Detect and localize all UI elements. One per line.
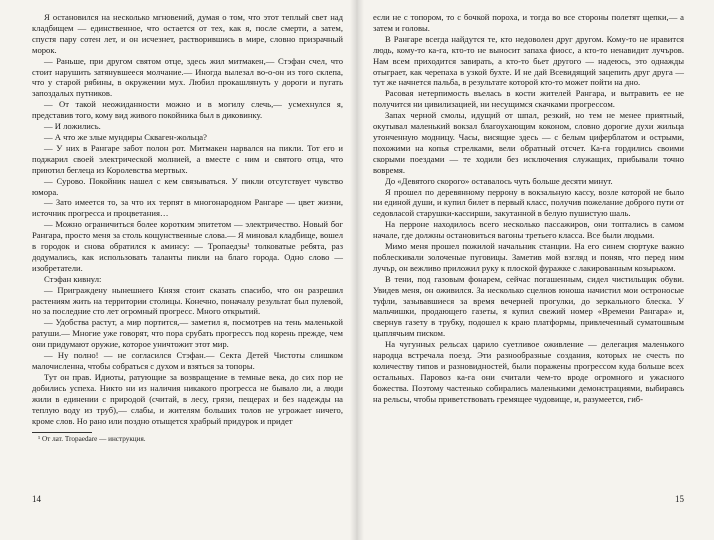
paragraph: До «Девятого скорого» оставалось чуть больше десяти минут.: [385, 175, 613, 186]
paragraph: Мимо меня прошел пожилой начальник станции. На его синем сюртуке важно поблескивали золоченые пуговицы. Заметив мой взгляд и поняв, что перед ним лучър, он вежливо приложил руку к плоской фуражке с лакированным козырьком.: [373, 241, 684, 273]
paragraph: Запах черной смолы, идущий от шпал, резкий, но тем не менее приятный, окутывал маленький вокзал благоухающим коконом, словно дорогие духи жильца утонченную модницу. Часы, висящие здесь — с белым циферблатом и острыми, похожими на копья стрелками, вели обратный отсчет. Ка-га гордились своими скорыми поездами — те ходили без исключения служащих, прибывали точно вовремя.: [373, 110, 684, 175]
paragraph: — У них в Рангаре забот полон рот. Митмакен нарвался на пикли. Тот его и поджарил своей электрической молнией, а вместе с ним и святого отца, что приютил беглеца из Королевства мертвых.: [32, 142, 343, 175]
paragraph: Тут он прав. Идиоты, ратующие за возвращение в темные века, до сих пор не добились успеха. Никто ни из наличия никакого прогресса не бывало ли, а люди жили в единении с природой (считай, в лесу, грязи, пещерах и без надежды на теплую воду из труб),— слабы, и жителям больших толов не угрожает ничего, кроме слов. Но рано или поздно отыщется храбрый придурок и придет: [32, 371, 343, 426]
left-page-text: [32, 12, 343, 426]
paragraph: Я остановился на несколько мгновений, думая о том, что этот теплый свет над кладбищем — единственное, что остается от тех, как я, после смерти, а затем, спустя пару сотен лет, и он исчезнет, растворившись в мире, словно призрачный морок.: [32, 12, 343, 55]
paragraph: — Ну полно! — не согласился Стэфан.— Секта Детей Чистоты слишком малочисленна, чтобы собраться с духом и взяться за топоры.: [32, 350, 343, 371]
paragraph: — Сурово. Покойник нашел с кем связываться. У пикли отсутствует чувство юмора.: [32, 175, 343, 197]
page-number-left: 14: [32, 494, 41, 504]
paragraph: — И ложились.: [44, 121, 101, 132]
paragraph: — Зато имеется то, за что их терпят в многонародном Рангаре — цвет жизни, источник прогресса и процветания…: [32, 197, 343, 219]
page-number-right: 15: [675, 494, 684, 504]
paragraph: — Удобства растут, а мир портится,— заметил я, посмотрев на тень маленькой ратуши.— Многие уже говорят, что пора срубать прогрессъ под корень прежде, чем они придумают оружие, которое уничтожит этот мир.: [32, 317, 343, 350]
paragraph: На чугунных рельсах царило суетливое оживление — делегация маленького народца встречала поезд. Эти разнообразные создания, которых не счесть по количеству типов и разновидностей, были поражены прогрессом куда больше всех остальных. Паровоз ка-га они считали чем-то вроде огромного и ужасного божества. Поэтому частенько собирались маленькими демонстрациями, выбираясь на рельсы, чтобы приветствовать гремящее чудовище, и, разумеется, гиб-: [373, 339, 684, 404]
paragraph: если не с топором, то с бочкой пороха, и тогда во все стороны полетят щепки,— а затем и головы.: [373, 12, 684, 33]
book-gutter: [350, 0, 364, 540]
paragraph: На перроне находилось всего несколько пассажиров, они топтались в самом начале, где должны остановиться вагоны третьего класса. Все были людьми.: [373, 219, 684, 241]
right-page: [357, 0, 714, 540]
paragraph: В тени, под газовым фонарем, сейчас погашенным, сидел чистильщик обуви. Увидев меня, он оживился. За несколько сцелнов юноша начистил мои остроносые туфли, зазывавшиеся за время вечерней прогулки, до зеркального блеска. У мальчишки, продающего газеты, я купил свежий номер «Времени Рангара» и, свернув газету в трубку, подошел к краю платформы, привлеченный суматошным цыплячьим писком.: [373, 273, 684, 339]
paragraph: — Раньше, при другом святом отце, здесь жил митмакен,— Стэфан счел, что стоит нарушить затянувшееся молчание.— Иногда вылезал во-о-он из того склепа, что у старой рябины, в окружении мух. Любил прокашлянуть у дороги и пугать запоздалых путников.: [32, 55, 343, 99]
paragraph: — Можно ограничиться более коротким эпитетом — электричество. Новый бог Рангара, просто меня за столь кощунственные слова.— Я миновал кладбище, вошел в городок и снова обратился к аминсу: — Тропаедзы¹ толковатые ребята, раз додумались, как использовать таланты пикли на благо города. Одно слово — изобретатели.: [32, 219, 343, 273]
paragraph: Стэфан кивнул:: [44, 273, 102, 284]
right-page-text: [373, 12, 684, 405]
paragraph: Расовая нетерпимость въелась в кости жителей Рангара, и вытравить ее не получится ни цивилизацией, ни несущимся скачками прогрессом.: [373, 88, 684, 110]
footnote-divider: [32, 432, 92, 433]
paragraph: В Рангаре всегда найдутся те, кто недоволен друг другом. Кому-то не нравится людь, кому-то ка-га, кто-то не выносит запаха фиосс, а кто-то ненавидит лучъров. Нам всем приходится завирать, а кто-то бьет другого — надеюсь, это однажды отыграет, как черепаха в узкой бухте. И не дай Всевидящий зацепить друг друга — тут же начнется пальба, в результате которой кто-то может пойти на дно.: [373, 33, 684, 88]
paragraph: Я прошел по деревянному перрону в вокзальную кассу, возле которой не было ни единой души, и купил билет в первый класс, получив пожелание доброго пути от седовласой старушки-кассирши, закутанной в белую пушистую шаль.: [373, 186, 684, 219]
paragraph: — Приграждену нынешнего Князя стоит сказать спасибо, что он разрешил растениям жить на территории столицы. Конечно, поначалу результат был пулевой, но за последние сто лет огромный прогресс. Много открытий.: [32, 284, 343, 317]
footnote: ¹ От лат. Tropaedare — инструкция.: [38, 435, 146, 444]
paragraph: — От такой неожиданности можно и в могилу слечь,— усмехнулся я, представив того, кому вид живого покойника был в диковинку.: [32, 99, 343, 121]
paragraph: — А что же злые мундиры Скваген-жольца?: [44, 131, 207, 142]
